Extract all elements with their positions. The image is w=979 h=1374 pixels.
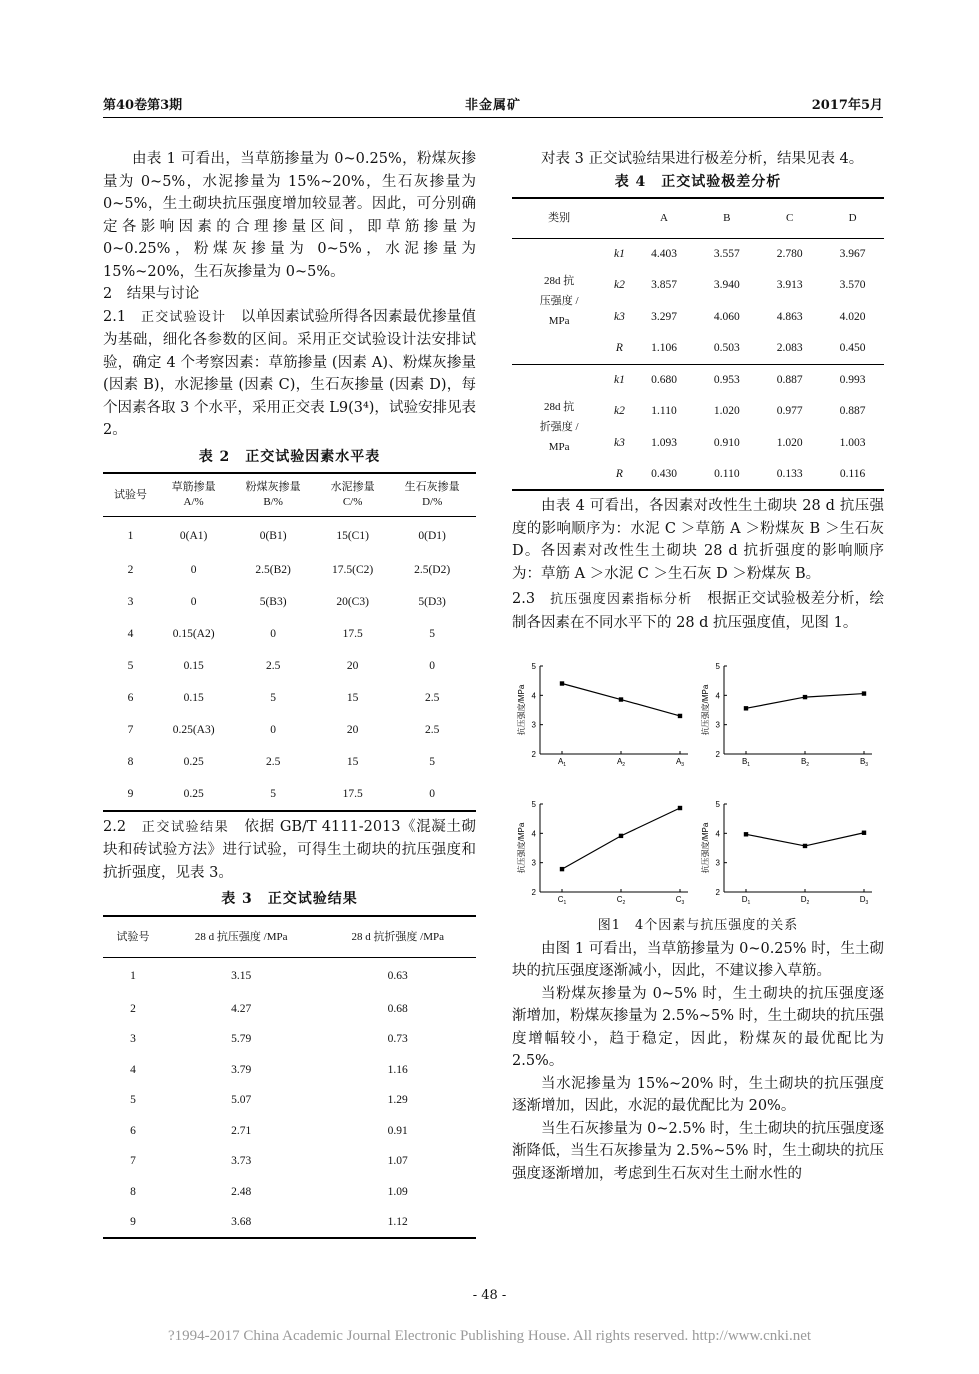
table2-cell: 3 bbox=[127, 596, 134, 609]
table4-cell: 4.863 bbox=[776, 310, 803, 323]
table3-cell: 6 bbox=[130, 1124, 136, 1137]
table3-cell: 7 bbox=[130, 1155, 136, 1167]
table3-cell: 3.73 bbox=[231, 1155, 252, 1167]
table2-cell: 17.5(C2) bbox=[332, 564, 374, 577]
table3-cell: 1.16 bbox=[387, 1063, 408, 1076]
table2-header-cell: 粉煤灰掺量 B/% bbox=[229, 473, 317, 517]
table-row bbox=[103, 1116, 476, 1147]
table4-cell: 0.887 bbox=[839, 405, 866, 417]
x-tick-label: $B_3$ bbox=[859, 757, 869, 768]
table3-cell: 3 bbox=[130, 1033, 136, 1045]
section-heading-2: 2 结果与讨论 bbox=[103, 286, 200, 302]
y-axis-label: 抗压强度/MPa bbox=[701, 822, 710, 874]
table2-cell: 2.5 bbox=[265, 660, 281, 673]
table4-cell: R bbox=[615, 467, 623, 480]
table2-cell: 15 bbox=[346, 756, 359, 769]
table4-cell: 0.503 bbox=[713, 341, 740, 354]
y-axis-label: 抗压强度/MPa bbox=[701, 684, 710, 736]
x-tick-label: $C_2$ bbox=[616, 895, 626, 906]
table4-cell: 0.133 bbox=[776, 467, 803, 480]
table-row bbox=[103, 747, 476, 779]
table2-cell: 0(D1) bbox=[418, 529, 446, 542]
y-tick-label: 5 bbox=[531, 800, 536, 809]
table3-cell: 0.73 bbox=[387, 1033, 408, 1045]
table2-cell: 0(B1) bbox=[259, 529, 287, 542]
y-tick-label: 5 bbox=[715, 800, 720, 809]
table4-group-label bbox=[512, 364, 606, 490]
table2-cell: 2 bbox=[127, 564, 134, 577]
table4-cell: k3 bbox=[614, 436, 625, 449]
group-label-line: 压强度 / bbox=[539, 295, 579, 307]
table2-cell: 5 bbox=[270, 692, 276, 705]
figure-caption: 图1 4个因素与抗压强度的关系 bbox=[597, 918, 799, 933]
table-row bbox=[103, 555, 476, 587]
table-row bbox=[103, 1146, 476, 1177]
table4-cell: 0.430 bbox=[651, 467, 677, 480]
table2-cell: 9 bbox=[127, 787, 134, 800]
x-tick-label: $A_3$ bbox=[675, 757, 685, 768]
table3-header-cell: 28 d 抗折强度 /MPa bbox=[319, 916, 476, 958]
group-label-line: 28d 抗 bbox=[544, 275, 575, 287]
table2-cell: 0 bbox=[270, 628, 276, 641]
table2-cell: 20 bbox=[346, 660, 359, 673]
table4-cell: 0.887 bbox=[758, 364, 821, 396]
y-tick-label: 3 bbox=[531, 858, 536, 868]
table-row bbox=[512, 364, 884, 396]
table2-cell: 5 bbox=[127, 660, 134, 673]
left-column bbox=[103, 148, 476, 1239]
y-tick-label: 5 bbox=[715, 662, 720, 671]
group-label-line: MPa bbox=[548, 315, 570, 327]
table3-cell: 1.09 bbox=[387, 1185, 408, 1198]
table4-cell: k2 bbox=[614, 405, 625, 417]
data-point bbox=[744, 706, 748, 710]
table4-cell: R bbox=[615, 341, 623, 354]
table4-cell: k3 bbox=[614, 310, 625, 323]
paragraph-fig-c: 当水泥掺量为 15%~20% 时，生土砌块的抗压强度逐渐增加，因此，水泥的最优配比为 20%。 bbox=[512, 1075, 884, 1114]
table4-cell: 0.116 bbox=[839, 467, 866, 480]
table2-cell: 2.5(D2) bbox=[414, 564, 451, 577]
data-point bbox=[862, 691, 866, 695]
table4-cell: 1.020 bbox=[776, 436, 803, 449]
table2-cell: 0.25 bbox=[183, 787, 204, 800]
table2-cell: 2.5 bbox=[424, 692, 440, 705]
table4-cell: 3.967 bbox=[839, 247, 866, 260]
table4-group-label bbox=[512, 238, 606, 364]
y-tick-label: 3 bbox=[531, 720, 536, 730]
data-point bbox=[678, 806, 682, 810]
data-point bbox=[560, 681, 564, 685]
table3-cell: 1.29 bbox=[387, 1094, 408, 1106]
table3-cell: 9 bbox=[130, 1215, 136, 1228]
y-tick-label: 2 bbox=[531, 750, 536, 759]
table4-cell: 0.977 bbox=[776, 405, 803, 417]
subsection-2-3: 2.3 抗压强度因素指标分析 根据正交试验极差分析，绘制各因素在不同水平下的 28 d 抗压强度值，见图 1。 bbox=[512, 591, 884, 631]
table-row bbox=[512, 238, 884, 270]
paragraph-intro: 由表 1 可看出，当草筋掺量为 0~0.25%，粉煤灰掺量为 0~5%，水泥掺量为 15%~20%，生石灰掺量为 0~5%，生土砌块抗压强度增加较显著。因此，可分别确定各影响因素的合理掺量区间，即草筋掺量为 0~0.25%，粉煤灰掺量为 0~5%，水泥掺量为 15%~20%，生石灰掺量为 0~5%。 bbox=[103, 151, 476, 280]
table4-cell: 0.450 bbox=[839, 341, 866, 354]
paragraph-fig-b: 当粉煤灰掺量为 0~5% 时，生土砌块的抗压强度逐渐增加，粉煤灰掺量为 2.5%~5% 时，生土砌块的抗压强度增幅较小，趋于稳定，因此，粉煤灰的最优配比为 2.5%。 bbox=[512, 985, 884, 1069]
y-tick-label: 4 bbox=[531, 829, 536, 839]
y-tick-label: 4 bbox=[531, 691, 536, 701]
table3-cell: 0.68 bbox=[387, 1002, 408, 1015]
x-tick-label: $D_2$ bbox=[800, 895, 810, 906]
table3-cell: 1 bbox=[130, 969, 136, 982]
subsection-2-2: 2.2 正交试验结果 依据 GB/T 4111-2013《混凝土砌块和砖试验方法》进行试验，可得生土砌块的抗压强度和抗折强度，见表 3。 bbox=[103, 818, 476, 881]
table3-cell: 5 bbox=[130, 1094, 136, 1106]
table2-cell: 2.5 bbox=[424, 724, 440, 737]
page-number: - 48 - bbox=[472, 1288, 507, 1303]
table2-header-cell: 生石灰掺量 D/% bbox=[388, 473, 476, 517]
table2-cell: 17.5 bbox=[342, 787, 363, 800]
right-column bbox=[512, 148, 884, 1185]
y-tick-label: 3 bbox=[715, 858, 720, 868]
table-row bbox=[103, 779, 476, 811]
table-row bbox=[103, 517, 476, 555]
x-tick-label: $D_1$ bbox=[741, 895, 751, 906]
table2-cell: 6 bbox=[127, 692, 134, 705]
table4-cell: 1.093 bbox=[651, 436, 677, 449]
data-point bbox=[560, 867, 564, 871]
y-axis-label: 抗压强度/MPa bbox=[517, 822, 526, 874]
table4-cell: 0.110 bbox=[714, 467, 740, 480]
table4-cell: 0.680 bbox=[633, 364, 696, 396]
table2-cell: 20(C3) bbox=[336, 596, 369, 609]
series-line bbox=[562, 808, 680, 869]
table2-cell: 17.5 bbox=[342, 628, 363, 641]
table2-cell: 2.5(B2) bbox=[255, 564, 291, 577]
table-row bbox=[103, 994, 476, 1025]
table4-cell: 3.913 bbox=[776, 279, 803, 291]
subsection-2-1: 2.1 正交试验设计 以单因素试验所得各因素最优掺量值为基础，细化各参数的区间。采用正交试验设计法安排试验，确定 4 个考察因素：草筋掺量 (因素 A)、粉煤灰掺量 (因素 B)，水泥掺量 (因素 C)，生石灰掺量 (因素 D)，每个因素各取 3 个水平，采用正交表 L9(3⁴)，试验安排见表 2。 bbox=[103, 308, 476, 438]
table2-cell: 0 bbox=[429, 787, 436, 800]
x-tick-label: $B_2$ bbox=[800, 757, 810, 768]
table4-cell: 0.993 bbox=[821, 364, 884, 396]
table4-cell: 3.570 bbox=[839, 279, 866, 291]
journal-volume: 第40卷第3期 bbox=[103, 98, 183, 113]
table3-cell: 1.12 bbox=[387, 1215, 408, 1228]
table4-header-cell bbox=[606, 198, 632, 238]
table3-cell: 4.27 bbox=[231, 1002, 252, 1015]
table2-cell: 5 bbox=[429, 628, 436, 641]
paragraph-table4-analysis: 由表 4 可看出，各因素对改性生土砌块 28 d 抗压强度的影响顺序为：水泥 C ＞草筋 A ＞粉煤灰 B ＞生石灰 D。各因素对改性生土砌块 28 d 抗折强度的影响顺序为：草筋 A ＞水泥 C ＞生石灰 D ＞粉煤灰 B。 bbox=[512, 498, 884, 582]
data-point bbox=[862, 831, 866, 835]
table4-header-cell: C bbox=[758, 198, 821, 238]
table2-cell: 15 bbox=[346, 692, 359, 705]
table3-caption: 表 3 正交试验结果 bbox=[221, 891, 358, 907]
table2-cell: 0 bbox=[190, 596, 197, 609]
table3-cell: 2.71 bbox=[231, 1124, 252, 1137]
table-row bbox=[103, 715, 476, 747]
y-tick-label: 2 bbox=[715, 888, 720, 897]
figure-1-svg bbox=[512, 640, 884, 915]
table3-cell: 4 bbox=[130, 1063, 136, 1076]
table4-cell: 1.020 bbox=[713, 405, 740, 417]
table3-cell: 2 bbox=[130, 1002, 136, 1015]
y-axis-label: 抗压强度/MPa bbox=[517, 684, 526, 736]
y-tick-label: 5 bbox=[531, 662, 536, 671]
y-tick-label: 2 bbox=[715, 750, 720, 759]
y-tick-label: 2 bbox=[531, 888, 536, 897]
table4-cell: 4.403 bbox=[651, 247, 677, 260]
x-tick-label: $C_1$ bbox=[557, 895, 567, 906]
table4-cell: 3.857 bbox=[651, 279, 677, 291]
table4-cell: 3.557 bbox=[713, 247, 740, 260]
data-point bbox=[803, 695, 807, 699]
x-tick-label: $B_1$ bbox=[741, 757, 751, 768]
figure-1 bbox=[512, 640, 884, 915]
table2-header-cell: 水泥掺量 C/% bbox=[317, 473, 388, 517]
running-header bbox=[103, 94, 883, 116]
table-row bbox=[103, 619, 476, 651]
table4-cell: 0.910 bbox=[713, 436, 740, 449]
x-tick-label: $A_2$ bbox=[616, 757, 626, 768]
table4-header-cell: 类别 bbox=[512, 198, 606, 238]
data-point bbox=[803, 844, 807, 848]
data-point bbox=[744, 832, 748, 836]
table4 bbox=[512, 197, 884, 491]
table4-cell: k1 bbox=[614, 247, 625, 260]
table3-cell: 3.15 bbox=[231, 969, 252, 982]
table2-cell: 5 bbox=[270, 787, 276, 800]
table2-cell: 7 bbox=[127, 724, 134, 737]
journal-name: 非金属矿 bbox=[464, 98, 521, 113]
table4-cell: 3.297 bbox=[651, 310, 677, 323]
table2-cell: 5(B3) bbox=[259, 596, 287, 609]
journal-date: 2017年5月 bbox=[811, 98, 883, 113]
table4-header-cell: B bbox=[695, 198, 758, 238]
y-tick-label: 4 bbox=[715, 829, 720, 839]
y-tick-label: 4 bbox=[715, 691, 720, 701]
table-row bbox=[103, 683, 476, 715]
table-row bbox=[103, 958, 476, 994]
x-tick-label: $A_1$ bbox=[557, 757, 567, 768]
group-label-line: 28d 抗 bbox=[544, 400, 575, 413]
table4-cell: 4.060 bbox=[713, 310, 740, 323]
data-point bbox=[619, 697, 623, 701]
table-row bbox=[103, 1085, 476, 1116]
table2-cell: 5 bbox=[429, 756, 436, 769]
table2-header-cell: 草筋掺量 A/% bbox=[158, 473, 229, 517]
table2-cell: 5(D3) bbox=[418, 596, 446, 609]
table2-header-cell: 试验号 bbox=[103, 473, 158, 517]
table3-cell: 2.48 bbox=[231, 1185, 252, 1198]
table-row bbox=[103, 1055, 476, 1086]
table4-cell: k1 bbox=[606, 364, 632, 396]
table4-header-cell: A bbox=[633, 198, 696, 238]
paragraph-fig-d: 当生石灰掺量为 0~2.5% 时，生土砌块的抗压强度逐渐降低，当生石灰掺量为 2.5%~5% 时，生土砌块的抗压强度逐渐增加，考虑到生石灰对生土耐水性的 bbox=[512, 1120, 884, 1182]
table2-cell: 8 bbox=[127, 756, 134, 769]
table2-cell: 0(A1) bbox=[179, 529, 208, 542]
table4-caption: 表 4 正交试验极差分析 bbox=[614, 173, 782, 190]
table3-cell: 0.63 bbox=[387, 969, 408, 982]
table3-cell: 5.79 bbox=[231, 1033, 252, 1045]
table2-cell: 0 bbox=[190, 564, 197, 577]
table2-cell: 1 bbox=[127, 529, 134, 542]
table4-cell: 2.780 bbox=[776, 247, 803, 260]
group-label-line: MPa bbox=[548, 440, 570, 453]
table-row bbox=[103, 1207, 476, 1238]
table2-cell: 2.5 bbox=[265, 756, 281, 769]
x-tick-label: $D_3$ bbox=[859, 895, 869, 906]
table4-header-cell: D bbox=[821, 198, 884, 238]
table2-cell: 4 bbox=[127, 628, 134, 641]
table3-cell: 8 bbox=[130, 1185, 136, 1198]
table2-cell: 0.25 bbox=[183, 756, 204, 769]
table3-cell: 1.07 bbox=[387, 1155, 408, 1167]
table4-cell: 4.020 bbox=[839, 310, 866, 323]
table2-cell: 0.15 bbox=[183, 692, 204, 705]
data-point bbox=[619, 834, 623, 838]
table3-header-cell: 试验号 bbox=[103, 916, 163, 958]
table4-cell: 1.003 bbox=[839, 436, 866, 449]
table2-cell: 15(C1) bbox=[336, 529, 369, 542]
table-row bbox=[103, 587, 476, 619]
paragraph-fig-a: 由图 1 可看出，当草筋掺量为 0~0.25% 时，生土砌块的抗压强度逐渐减小，因此，不建议掺入草筋。 bbox=[512, 940, 884, 979]
y-tick-label: 3 bbox=[715, 720, 720, 730]
group-label-line: 折强度 / bbox=[539, 420, 579, 433]
table3-header-cell: 28 d 抗压强度 /MPa bbox=[163, 916, 320, 958]
table2-cell: 0 bbox=[270, 724, 276, 737]
table3-cell: 0.91 bbox=[387, 1124, 408, 1137]
table4-cell: 2.083 bbox=[776, 341, 803, 354]
table2-cell: 0 bbox=[429, 660, 436, 673]
copyright-notice: ?1994-2017 China Academic Journal Electronic Publishing House. All rights reserved. http://www.cnki.net bbox=[167, 1328, 812, 1344]
table3-cell: 3.68 bbox=[231, 1215, 252, 1228]
x-tick-label: $C_3$ bbox=[675, 895, 685, 906]
table-row bbox=[103, 1024, 476, 1055]
table3-cell: 5.07 bbox=[231, 1094, 252, 1106]
table2 bbox=[103, 472, 476, 812]
table2-cell: 0.15 bbox=[183, 660, 204, 673]
table-row bbox=[103, 1177, 476, 1208]
data-point bbox=[678, 714, 682, 718]
table4-cell: 1.106 bbox=[651, 341, 677, 354]
table4-cell: k2 bbox=[614, 279, 625, 291]
table3-cell: 3.79 bbox=[231, 1063, 252, 1076]
table3 bbox=[103, 915, 476, 1239]
table2-caption: 表 2 正交试验因素水平表 bbox=[198, 448, 381, 465]
table4-cell: 3.940 bbox=[713, 279, 740, 291]
table2-cell: 0.25(A3) bbox=[172, 724, 215, 737]
header-rule bbox=[103, 117, 883, 118]
table-row bbox=[103, 651, 476, 683]
paragraph-table4-intro: 对表 3 正交试验结果进行极差分析，结果见表 4。 bbox=[541, 151, 864, 167]
table2-cell: 0.15(A2) bbox=[172, 628, 215, 641]
table4-cell: 1.110 bbox=[651, 405, 677, 417]
table4-cell: 0.953 bbox=[695, 364, 758, 396]
table2-cell: 20 bbox=[346, 724, 359, 737]
